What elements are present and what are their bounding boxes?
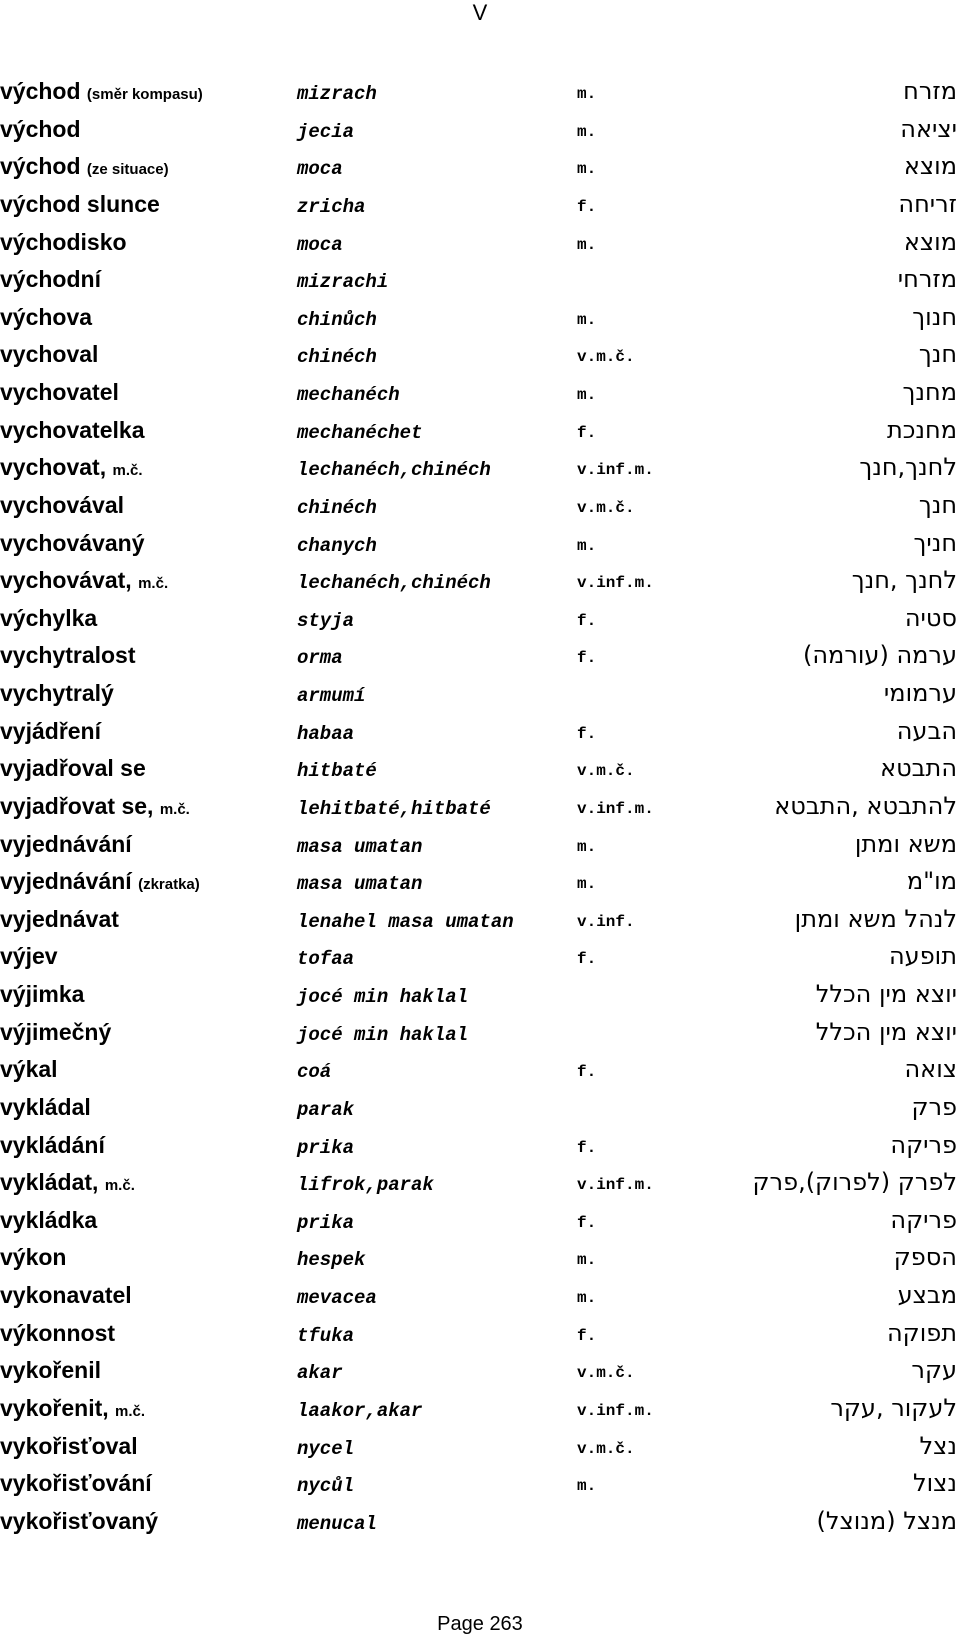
section-letter: V <box>472 0 488 25</box>
czech-word: východ <box>0 115 81 142</box>
czech-term <box>0 261 101 298</box>
czech-term <box>0 148 169 188</box>
dictionary-entry <box>0 713 960 751</box>
dictionary-entry <box>0 525 960 563</box>
czech-word: vyjádření <box>0 717 101 744</box>
czech-word: vyjednávání <box>0 830 132 857</box>
czech-word: východ <box>0 153 81 180</box>
dictionary-entry <box>0 1390 960 1428</box>
transliteration: masa umatan <box>297 873 423 896</box>
grammar-tag: v.inf. <box>577 912 635 931</box>
grammar-tag: m. <box>577 1289 597 1307</box>
czech-term <box>0 487 124 524</box>
hebrew-term: נצול <box>912 1469 957 1498</box>
grammar-tag: v.m.č. <box>577 348 635 367</box>
grammar-tag: f. <box>577 950 597 969</box>
czech-note: m.č. <box>104 1177 135 1195</box>
transliteration: prika <box>297 1211 355 1234</box>
page-number: Page 263 <box>437 1613 523 1635</box>
hebrew-term: חנוך <box>912 302 957 331</box>
transliteration: mizrach <box>297 83 377 105</box>
grammar-tag: m. <box>577 85 597 103</box>
hebrew-term: חניך <box>913 528 957 557</box>
czech-word: vyjadřoval se <box>0 755 146 782</box>
czech-term <box>0 1239 66 1276</box>
czech-term <box>0 449 143 489</box>
hebrew-term: מזרחי <box>897 265 957 294</box>
transliteration: parak <box>297 1098 355 1121</box>
czech-term <box>0 1202 97 1239</box>
czech-word: vykládal <box>0 1093 91 1120</box>
dictionary-entry <box>0 1428 960 1466</box>
dictionary-entry <box>0 938 960 976</box>
dictionary-entry <box>0 826 960 864</box>
dictionary-entry <box>0 750 960 788</box>
dictionary-entry <box>0 1089 960 1127</box>
hebrew-term: חנך <box>918 490 957 519</box>
czech-word: vykořenil <box>0 1357 101 1384</box>
transliteration: orma <box>297 647 343 670</box>
dictionary-entry <box>0 1127 960 1165</box>
grammar-tag: f. <box>577 1063 597 1082</box>
czech-term <box>0 675 114 712</box>
czech-word: vykonavatel <box>0 1282 132 1308</box>
grammar-tag: m. <box>577 536 597 555</box>
grammar-tag: v.m.č. <box>577 762 635 781</box>
hebrew-term: מו"מ <box>906 867 957 896</box>
hebrew-term: תופעה <box>888 942 957 971</box>
czech-word: vychovatelka <box>0 416 145 443</box>
czech-word: východní <box>0 266 101 293</box>
grammar-tag: f. <box>577 1138 597 1157</box>
transliteration: mevacea <box>297 1287 377 1309</box>
czech-term <box>0 1089 91 1126</box>
czech-term <box>0 299 92 336</box>
grammar-tag: f. <box>577 1326 597 1345</box>
transliteration: chanych <box>297 534 377 557</box>
dictionary-entry <box>0 1014 960 1052</box>
czech-term <box>0 186 160 223</box>
transliteration: prika <box>297 1136 355 1159</box>
hebrew-term: זריחה <box>898 189 957 218</box>
transliteration: menucal <box>297 1512 377 1535</box>
czech-term <box>0 111 81 148</box>
dictionary-entry <box>0 449 960 487</box>
czech-term <box>0 600 97 637</box>
czech-word: výkon <box>0 1244 67 1271</box>
hebrew-term: תפוקה <box>886 1318 957 1347</box>
hebrew-term: לעקור ,עקר <box>830 1393 957 1422</box>
grammar-tag: f. <box>577 611 597 630</box>
hebrew-term: לפרק (לפרוק),פרק <box>752 1168 957 1197</box>
dictionary-entry <box>0 336 960 374</box>
czech-word: vykořenit, <box>0 1394 109 1421</box>
dictionary-entry <box>0 600 960 638</box>
hebrew-term: התבטא <box>880 754 957 783</box>
czech-word: vychovávat, <box>0 567 132 594</box>
dictionary-entry <box>0 1239 960 1277</box>
czech-word: vyjednávat <box>0 905 119 932</box>
czech-word: vychytralý <box>0 680 114 706</box>
hebrew-term: מחנכת <box>886 415 957 444</box>
hebrew-term: לחנך ,חנך <box>851 566 957 595</box>
grammar-tag: f. <box>577 1213 597 1232</box>
dictionary-entry <box>0 1465 960 1503</box>
transliteration: tfuka <box>297 1324 355 1347</box>
czech-word: vykládka <box>0 1206 98 1233</box>
czech-word: vychovávaný <box>0 529 145 556</box>
dictionary-entry <box>0 224 960 262</box>
hebrew-term: להתבטא ,התבטא <box>774 791 957 820</box>
grammar-tag: f. <box>577 423 597 442</box>
hebrew-term: חנך <box>918 340 957 369</box>
dictionary-entry <box>0 261 960 299</box>
czech-word: výjimečný <box>0 1018 112 1045</box>
transliteration: habaa <box>297 722 355 745</box>
grammar-tag: m. <box>577 122 597 141</box>
hebrew-term: ערמומי <box>883 679 957 707</box>
grammar-tag: v.m.č. <box>577 1364 635 1383</box>
czech-note: m.č. <box>112 462 143 480</box>
czech-word: vyjadřovat se, <box>0 792 154 819</box>
dictionary-entry <box>0 863 960 901</box>
czech-term <box>0 73 203 113</box>
transliteration: lenahel masa umatan <box>297 910 514 933</box>
hebrew-term: לחנך,חנך <box>859 453 957 482</box>
dictionary-entries <box>0 73 960 1540</box>
czech-word: vychytralost <box>0 642 136 669</box>
czech-word: vykládat, <box>0 1169 99 1196</box>
dictionary-entry <box>0 562 960 600</box>
grammar-tag: v.m.č. <box>577 1439 635 1458</box>
dictionary-entry <box>0 299 960 337</box>
czech-term <box>0 863 200 903</box>
transliteration: moca <box>297 158 343 181</box>
hebrew-term: מוצא <box>903 152 957 181</box>
dictionary-entry <box>0 1352 960 1390</box>
transliteration: nycůl <box>297 1475 355 1498</box>
czech-term <box>0 976 84 1013</box>
dictionary-entry <box>0 637 960 675</box>
grammar-tag: v.inf.m. <box>577 799 654 818</box>
czech-note: m.č. <box>115 1402 146 1420</box>
dictionary-entry <box>0 1164 960 1202</box>
transliteration: lifrok,parak <box>297 1174 434 1197</box>
transliteration: armumí <box>297 685 366 707</box>
transliteration: styja <box>297 609 355 632</box>
czech-term <box>0 713 101 750</box>
dictionary-entry <box>0 1503 960 1541</box>
hebrew-term: נצל <box>919 1431 957 1460</box>
dictionary-entry <box>0 976 960 1014</box>
czech-note: (zkratka) <box>138 876 200 894</box>
grammar-tag: f. <box>577 649 597 668</box>
dictionary-entry <box>0 1315 960 1353</box>
czech-term <box>0 525 144 562</box>
hebrew-term: פריקה <box>890 1130 957 1159</box>
czech-term <box>0 1503 158 1540</box>
czech-word: vychovával <box>0 491 125 518</box>
transliteration: mizrachi <box>297 271 389 294</box>
transliteration: hitbaté <box>297 760 377 783</box>
czech-word: výkonnost <box>0 1319 116 1346</box>
dictionary-entry <box>0 788 960 826</box>
grammar-tag: v.inf.m. <box>577 1401 654 1420</box>
czech-word: výchova <box>0 303 93 330</box>
czech-word: východ slunce <box>0 190 160 217</box>
transliteration: laakor,akar <box>297 1399 423 1422</box>
hebrew-term: יציאה <box>900 114 957 143</box>
transliteration: jocé min haklal <box>297 1023 469 1046</box>
czech-term <box>0 412 144 449</box>
czech-term <box>0 224 127 261</box>
hebrew-term: מבצע <box>897 1281 957 1309</box>
czech-word: východ <box>0 78 81 104</box>
grammar-tag: m. <box>577 1251 597 1270</box>
grammar-tag: m. <box>577 837 597 856</box>
hebrew-term: הבעה <box>896 716 957 745</box>
czech-word: vychovat, <box>0 454 107 481</box>
hebrew-term: מזרח <box>903 77 957 105</box>
czech-term <box>0 1465 152 1502</box>
hebrew-term: יוצא מין הכלל <box>815 980 957 1008</box>
transliteration: moca <box>297 233 343 256</box>
grammar-tag: m. <box>577 1477 597 1496</box>
grammar-tag: m. <box>577 875 597 894</box>
hebrew-term: מוצא <box>903 227 957 256</box>
dictionary-entry <box>0 675 960 713</box>
dictionary-entry <box>0 73 960 111</box>
czech-term <box>0 1164 135 1204</box>
czech-word: vykořisťování <box>0 1470 152 1497</box>
dictionary-entry <box>0 186 960 224</box>
czech-word: východisko <box>0 228 127 255</box>
czech-note: m.č. <box>159 800 190 818</box>
hebrew-term: עקר <box>911 1356 957 1385</box>
dictionary-entry <box>0 148 960 186</box>
czech-term <box>0 750 146 787</box>
transliteration: tofaa <box>297 948 355 971</box>
hebrew-term: סטיה <box>904 603 957 632</box>
dictionary-entry <box>0 374 960 412</box>
dictionary-entry <box>0 901 960 939</box>
hebrew-term: יוצא מין הכלל <box>815 1017 957 1046</box>
grammar-tag: f. <box>577 197 597 216</box>
transliteration: nycel <box>297 1437 355 1460</box>
grammar-tag: v.inf.m. <box>577 1176 654 1195</box>
czech-term <box>0 1352 101 1389</box>
czech-term <box>0 562 168 602</box>
czech-term <box>0 901 119 938</box>
hebrew-term: מחנך <box>902 378 957 406</box>
czech-word: výjev <box>0 943 58 970</box>
dictionary-entry <box>0 1202 960 1240</box>
czech-term <box>0 637 136 674</box>
grammar-tag: v.m.č. <box>577 498 635 517</box>
czech-note: (směr kompasu) <box>86 86 203 103</box>
hebrew-term: הספק <box>893 1243 957 1272</box>
dictionary-entry <box>0 1051 960 1089</box>
grammar-tag: m. <box>577 310 597 329</box>
czech-word: vykořisťovaný <box>0 1507 159 1534</box>
grammar-tag: v.inf.m. <box>577 461 654 480</box>
hebrew-term: משא ומתן <box>854 829 957 858</box>
czech-term <box>0 788 190 828</box>
czech-term <box>0 1315 115 1352</box>
transliteration: jecia <box>297 120 355 143</box>
czech-word: vychovatel <box>0 379 119 405</box>
grammar-tag: m. <box>577 235 597 254</box>
grammar-tag: f. <box>577 724 597 743</box>
grammar-tag: m. <box>577 160 597 179</box>
czech-term <box>0 1277 132 1314</box>
czech-word: výkal <box>0 1056 58 1083</box>
czech-term <box>0 1051 58 1088</box>
hebrew-term: לנהל משא ומתן <box>794 904 957 933</box>
czech-term <box>0 336 98 373</box>
dictionary-entry <box>0 1277 960 1315</box>
hebrew-term: מנצל (מנוצל) <box>816 1506 957 1535</box>
czech-word: vykládání <box>0 1131 105 1158</box>
hebrew-term: צואה <box>904 1055 957 1084</box>
czech-term <box>0 826 132 863</box>
czech-term <box>0 1014 111 1051</box>
czech-note: (ze situace) <box>86 161 169 179</box>
czech-term <box>0 1428 138 1465</box>
dictionary-entry <box>0 111 960 149</box>
transliteration: hespek <box>297 1249 366 1272</box>
transliteration: lechanéch,chinéch <box>297 572 491 595</box>
transliteration: coá <box>297 1061 332 1084</box>
czech-term <box>0 374 119 411</box>
czech-term <box>0 1127 105 1164</box>
czech-word: výchylka <box>0 604 98 631</box>
hebrew-term: פריקה <box>890 1205 957 1234</box>
transliteration: mechanéchet <box>297 421 423 444</box>
grammar-tag: m. <box>577 386 597 404</box>
transliteration: jocé min haklal <box>297 986 469 1008</box>
transliteration: chinůch <box>297 308 377 331</box>
czech-word: vychoval <box>0 341 99 368</box>
transliteration: masa umatan <box>297 835 423 858</box>
dictionary-entry <box>0 487 960 525</box>
transliteration: lehitbaté,hitbaté <box>297 797 491 820</box>
czech-note: m.č. <box>138 575 169 593</box>
transliteration: chinéch <box>297 346 377 369</box>
transliteration: lechanéch,chinéch <box>297 459 491 482</box>
grammar-tag: v.inf.m. <box>577 574 654 593</box>
transliteration: chinéch <box>297 496 377 519</box>
czech-word: výjimka <box>0 981 85 1007</box>
czech-word: vyjednávání <box>0 868 132 895</box>
czech-term <box>0 1390 145 1430</box>
czech-word: vykořisťoval <box>0 1432 138 1459</box>
transliteration: akar <box>297 1362 343 1385</box>
hebrew-term: ערמה (עורמה) <box>803 641 957 670</box>
hebrew-term: פרק <box>911 1092 957 1121</box>
transliteration: zricha <box>297 195 366 218</box>
czech-term <box>0 938 58 975</box>
transliteration: mechanéch <box>297 384 400 406</box>
dictionary-entry <box>0 412 960 450</box>
